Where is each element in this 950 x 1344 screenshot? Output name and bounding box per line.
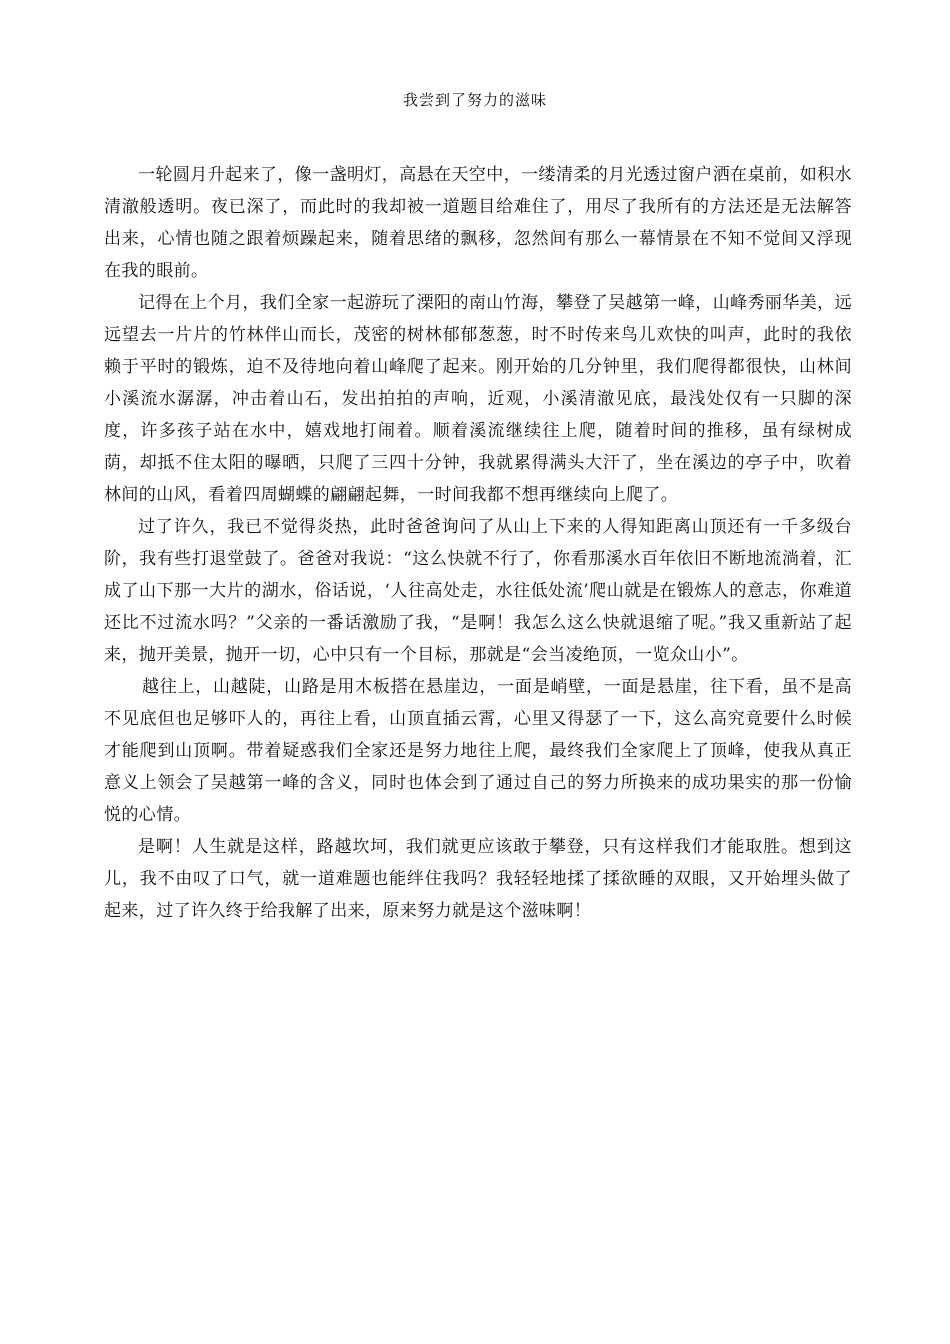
paragraph-4: 越往上，山越陡，山路是用木板搭在悬崖边，一面是峭壁，一面是悬崖，往下看，虽不是高不见底但也足够吓人的，再往上看，山顶直插云霄，心里又得瑟了一下，这么高究竟要什么时候才能爬到山顶啊。带着疑惑我们全家还是努力地往上爬，最终我们全家爬上了顶峰，使我从真正意义上领会了吴越第一峰的含义，同时也体会到了通过自己的努力所换来的成功果实的那一份愉悦的心情。 xyxy=(104,677,852,825)
paragraph-5: 是啊！人生就是这样，路越坎坷，我们就更应该敢于攀登，只有这样我们才能取胜。想到这儿，我不由叹了口气，就一道难题也能绊住我吗？我轻轻地揉了揉欲睡的双眼，又开始埋头做了起来，过了许久终于给我解了出来，原来努力就是这个滋味啊！ xyxy=(104,837,852,921)
paragraph-2: 记得在上个月，我们全家一起游玩了溧阳的南山竹海，攀登了吴越第一峰，山峰秀丽华美，远远望去一片片的竹林伴山而长，茂密的树林郁郁葱葱，时不时传来鸟儿欢快的叫声，此时的我依赖于平时的锻炼，迫不及待地向着山峰爬了起来。刚开始的几分钟里，我们爬得都很快，山林间小溪流水潺潺，冲击着山石，发出拍拍的声响，近观，小溪清澈见底，最浅处仅有一只脚的深度，许多孩子站在水中，嬉戏地打闹着。顺着溪流继续往上爬，随着时间的推移，虽有绿树成荫，却抵不住太阳的曝晒，只爬了三四十分钟，我就累得满头大汗了，坐在溪边的亭子中，吹着林间的山风，看着四周蝴蝶的翩翩起舞，一时间我都不想再继续向上爬了。 xyxy=(104,293,852,505)
paragraph-3: 过了许久，我已不觉得炎热，此时爸爸询问了从山上下来的人得知距离山顶还有一千多级台阶，我有些打退堂鼓了。爸爸对我说：“这么快就不行了，你看那溪水百年依旧不断地流淌着，汇成了山下那一大片的湖水，俗话说，‘人往高处走，水往低处流’爬山就是在锻炼人的意志，你难道还比不过流水吗？”父亲的一番话激励了我，“是啊！我怎么这么快就退缩了呢。”我又重新站了起来，抛开美景，抛开一切，心中只有一个目标，那就是“会当凌绝顶，一览众山小”。 xyxy=(104,517,852,665)
essay-title: 我尝到了努力的滋味 xyxy=(402,91,547,109)
paragraph-1: 一轮圆月升起来了，像一盏明灯，高悬在天空中，一缕清柔的月光透过窗户洒在桌前，如积水清澈般透明。夜已深了，而此时的我却被一道题目给难住了，用尽了我所有的方法还是无法解答出来，心情也随之跟着烦躁起来，随着思绪的飘移，忽然间有那么一幕情景在不知不觉间又浮现在我的眼前。 xyxy=(104,165,852,281)
essay-body xyxy=(104,159,852,927)
